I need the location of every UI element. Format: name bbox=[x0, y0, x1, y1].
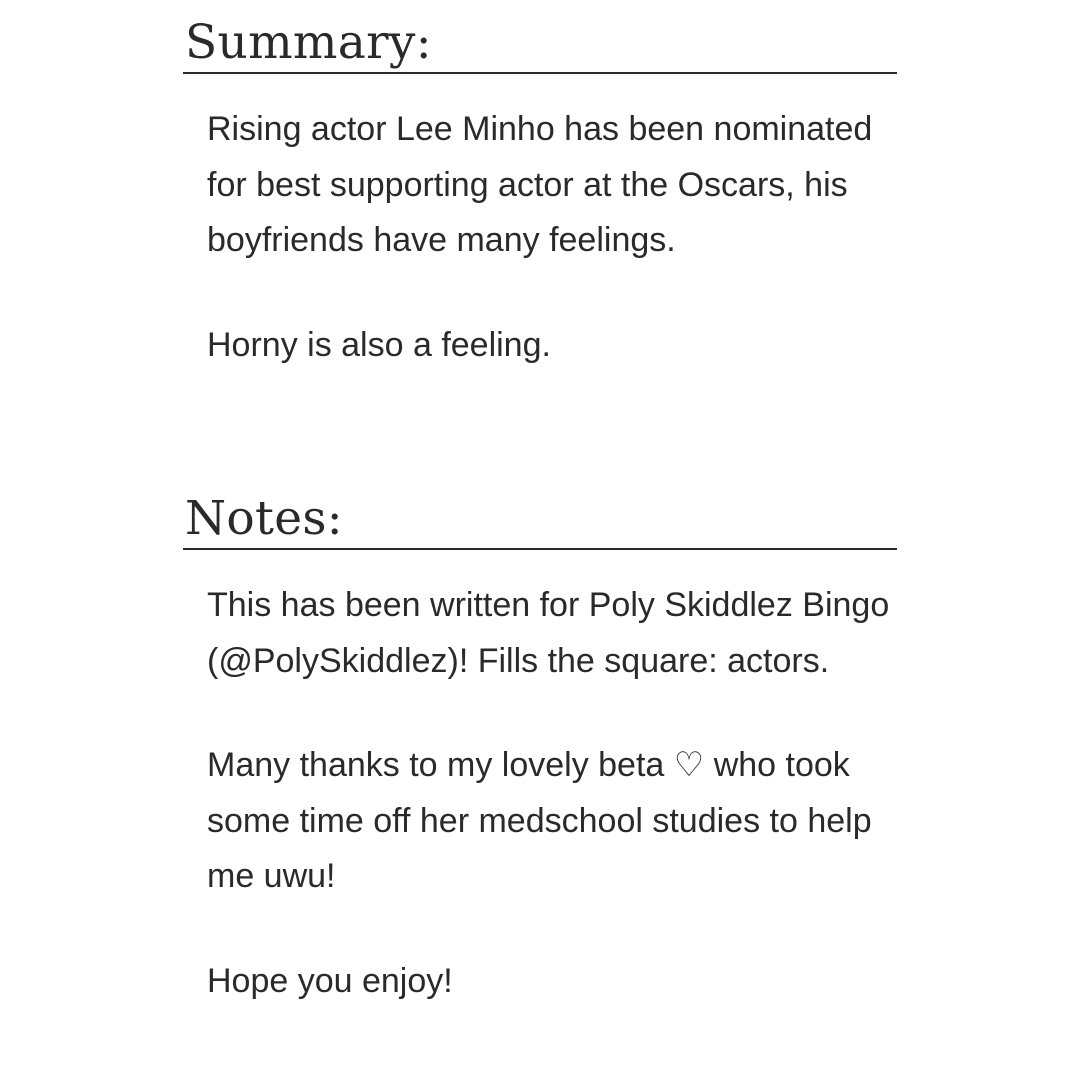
summary-body bbox=[183, 102, 897, 373]
notes-section bbox=[183, 490, 897, 1009]
summary-paragraph: Horny is also a feeling. bbox=[207, 325, 551, 364]
notes-heading: Notes: bbox=[183, 490, 897, 550]
summary-heading: Summary: bbox=[183, 14, 897, 74]
notes-paragraph: Hope you enjoy! bbox=[207, 961, 453, 1000]
notes-paragraph: This has been written for Poly Skiddlez Bingo (@PolySkiddlez)! Fills the square: actors. bbox=[207, 586, 890, 680]
notes-body bbox=[183, 578, 897, 1009]
summary-paragraph: Rising actor Lee Minho has been nominated for best supporting actor at the Oscars, his boyfriends have many feelings. bbox=[207, 110, 873, 259]
summary-section bbox=[183, 14, 897, 373]
notes-paragraph: Many thanks to my lovely beta ♡ who took some time off her medschool studies to help me uwu! bbox=[207, 746, 872, 895]
